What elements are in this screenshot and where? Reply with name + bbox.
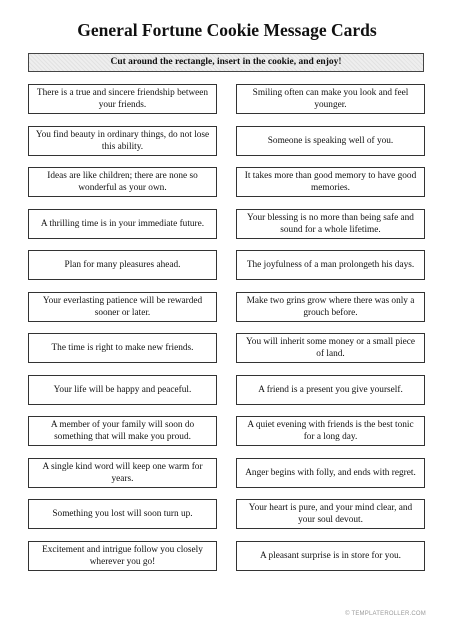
card-text: Something you lost will soon turn up. — [52, 509, 193, 519]
instruction-banner: Cut around the rectangle, insert in the cookie, and enjoy! — [28, 53, 424, 72]
message-card — [236, 333, 425, 363]
card-text: Your everlasting patience will be rewarded sooner or later. — [42, 295, 203, 318]
message-card — [236, 499, 425, 529]
card-text: Plan for many pleasures ahead. — [64, 260, 181, 270]
card-text: Make two grins grow where there was only a grouch before. — [246, 295, 415, 318]
message-card — [236, 375, 425, 405]
message-card — [28, 84, 217, 114]
card-text: The time is right to make new friends. — [51, 343, 194, 353]
card-text: There is a true and sincere friendship between your friends. — [36, 88, 209, 110]
card-text: Excitement and intrigue follow you closely wherever you go! — [42, 544, 203, 567]
message-card — [28, 126, 217, 156]
card-text: You find beauty in ordinary things, do not lose this ability. — [35, 129, 210, 152]
message-card — [28, 333, 217, 363]
card-text: Your blessing is no more than being safe and sound for a whole lifetime. — [247, 212, 414, 235]
card-text: A member of your family will soon do something that will make you proud. — [50, 420, 195, 442]
message-card — [28, 416, 217, 446]
message-card — [236, 541, 425, 571]
message-card — [236, 167, 425, 197]
card-text: Your heart is pure, and your mind clear, and your soul devout. — [248, 503, 413, 525]
message-card — [236, 84, 425, 114]
card-text: You will inherit some money or a small piece of land. — [246, 337, 415, 359]
card-text: Your life will be happy and peaceful. — [53, 384, 192, 395]
card-text: Ideas are like children; there are none so wonderful as your own. — [47, 171, 198, 193]
message-card — [236, 126, 425, 156]
message-card — [28, 499, 217, 529]
message-card — [28, 375, 217, 405]
card-text: A quiet evening with friends is the best tonic for a long day. — [247, 420, 414, 442]
message-card — [236, 292, 425, 322]
card-text: Anger begins with folly, and ends with regret. — [245, 467, 416, 478]
message-card — [28, 458, 217, 488]
card-text: It takes more than good memory to have good memories. — [244, 171, 417, 193]
message-card — [236, 458, 425, 488]
message-card — [236, 416, 425, 446]
message-card — [28, 541, 217, 571]
message-card — [28, 209, 217, 239]
message-card — [28, 167, 217, 197]
card-text: A pleasant surprise is in store for you. — [260, 550, 401, 561]
card-text: Someone is speaking well of you. — [267, 135, 394, 146]
card-text: A friend is a present you give yourself. — [258, 384, 403, 395]
card-text: A thrilling time is in your immediate future. — [40, 218, 205, 229]
message-card — [236, 209, 425, 239]
message-card — [28, 292, 217, 322]
footer-credit: © TEMPLATEROLLER.COM — [345, 611, 426, 617]
card-text: Smiling often can make you look and feel younger. — [252, 88, 409, 110]
card-text: The joyfulness of a man prolongeth his days. — [246, 260, 415, 270]
card-text: A single kind word will keep one warm for years. — [42, 461, 203, 484]
page-title: General Fortune Cookie Message Cards — [77, 20, 377, 40]
message-card — [236, 250, 425, 280]
message-card — [28, 250, 217, 280]
